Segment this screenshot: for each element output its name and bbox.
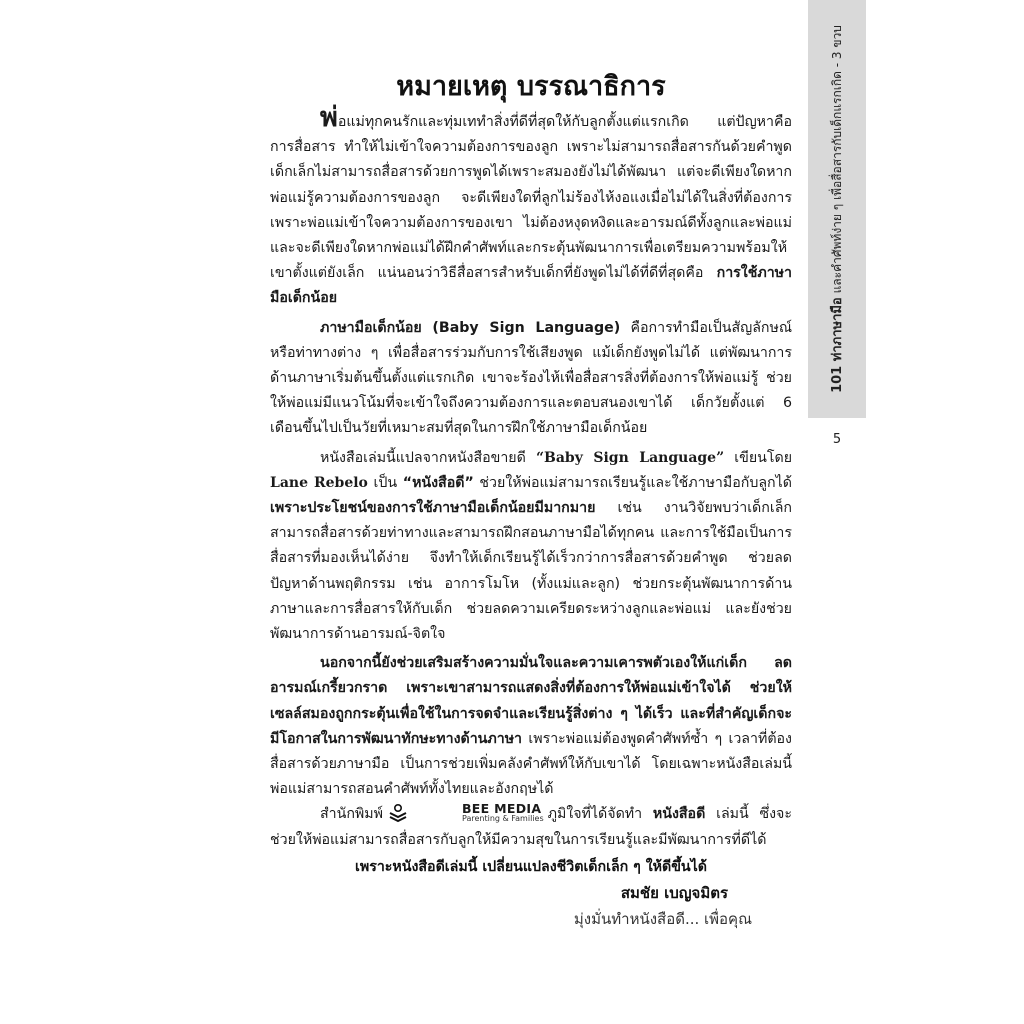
publisher-text-1: สำนักพิมพ์ (320, 806, 383, 823)
dropcap: พ่ (320, 102, 338, 133)
book-title: “Baby Sign Language” (535, 449, 725, 466)
bee-media-logo-icon (387, 803, 409, 825)
book-info-text-1: หนังสือเล่มนี้แปลจากหนังสือขายดี (320, 449, 536, 466)
publisher-good-book: หนังสือดี (652, 806, 706, 823)
closing-statement: เพราะหนังสือดีเล่มนี้ เปลี่ยนแปลงชีวิตเด็กเล็ก ๆ ให้ดีขึ้นได้ (355, 858, 707, 875)
side-tab-text (826, 9, 848, 409)
benefit-emphasis: เพราะประโยชน์ของการใช้ภาษามือเด็กน้อยมีมากมาย (270, 500, 596, 517)
book-info-text-5: เช่น งานวิจัยพบว่าเด็กเล็กสามารถสื่อสารด้วยท่าทางและสามารถฝึกสอนภาษามือได้ทุกคน และการใช้มือเป็นการสื่อสารที่มองเห็นได้ง่าย จึงทำให้เด็กเรียนรู้ได้เร็วกว่าการสื่อสารด้วยคำพูด ช่วยลดปัญหาด้านพฤติกรรม เช่น อาการโมโห (ทั้งแม่และลูก) ช่วยกระตุ้นพัฒนาการด้านภาษาและการสื่อสารให้กับเด็ก ช่วยลดความเครียดระหว่างลูกและพ่อแม่ และยังช่วยพัฒนาการด้านอารมณ์-จิตใจ (270, 500, 792, 643)
book-info-text-3: เป็น (367, 474, 403, 491)
definition-text: คือการทำมือเป็นสัญลักษณ์หรือท่าทางต่าง ๆ เพื่อสื่อสารร่วมกับการใช้เสียงพูด แม้เด็กยังพูดไม่ได้ แต่พัฒนาการด้านภาษาเริ่มต้นขึ้นตั้งแต่แรกเกิด เขาจะร้องไห้เพื่อสื่อสารสิ่งที่ต้องการให้พ่อแม่รู้ ช่วยให้พ่อแม่มีแนวโน้มที่จะเข้าใจถึงความต้องการและตอบสนองเขาได้ เด็กวัยตั้งแต่ 6 เดือนขึ้นไปเป็นวัยที่เหมาะสมที่สุดในการฝึกใช้ภาษามือเด็กน้อย (270, 319, 792, 437)
paragraph-intro (270, 102, 792, 312)
paragraph-definition (270, 316, 792, 442)
publisher-text-2: ภูมิใจที่ได้จัดทำ (547, 806, 653, 823)
benefits-emphasis: นอกจากนี้ยังช่วยเสริมสร้างความมั่นใจและความเคารพตัวเองให้แก่เด็ก ลดอารมณ์เกรี้ยวกราด เพราะเขาสามารถแสดงสิ่งที่ต้องการให้พ่อแม่เข้าใจได้ ช่วยให้เซลล์สมองถูกกระตุ้นเพื่อใช้ในการจดจำและเรียนรู้สิ่งต่าง ๆ ได้เร็ว และที่สำคัญเด็กจะมีโอกาสในการพัฒนาทักษะทางด้านภาษา (270, 655, 792, 747)
paragraph-intro-emphasis: การใช้ภาษามือเด็กน้อย (270, 265, 792, 307)
paragraph-book-info (270, 446, 792, 648)
logo-main-text: BEE MEDIA (461, 801, 542, 817)
book-info-text-4: ช่วยให้พ่อแม่สามารถเรียนรู้และใช้ภาษามือกับลูกได้ (473, 474, 792, 491)
publisher-text-3: เล่มนี้ ซึ่งจะช่วยให้พ่อแม่สามารถสื่อสารกับลูกให้มีความสุขในการเรียนรู้และมีพัฒนาการที่ดีได้ (270, 806, 792, 848)
page-number: 5 (832, 432, 842, 447)
book-author: Lane Rebelo (270, 474, 368, 491)
paragraph-intro-text: อแม่ทุกคนรักและทุ่มเททำสิ่งที่ดีที่สุดให้กับลูกตั้งแต่แรกเกิด แต่ปัญหาคือการสื่อสาร ทำให้ไม่เข้าใจความต้องการของลูก เพราะไม่สามารถสื่อสารกันด้วยคำพูด เด็กเล็กไม่สามารถสื่อสารด้วยการพูดได้เพราะสมองยังไม่ได้พัฒนา แต่จะดีเพียงใดหากพ่อแม่รู้ความต้องการของลูก จะดีเพียงใดที่ลูกไม่ร้องไห้งอแงเมื่อไม่ได้ในสิ่งที่ต้องการ เพราะพ่อแม่เข้าใจความต้องการของเขา ไม่ต้องหงุดหงิดและอารมณ์ดีทั้งลูกและพ่อแม่ และจะดีเพียงใดหากพ่อแม่ได้ฝึกคำศัพท์และกระตุ้นพัฒนาการเพื่อเตรียมความพร้อมให้เขาตั้งแต่ยังเล็ก แน่นอนว่าวิธีสื่อสารสำหรับเด็กที่ยังพูดไม่ได้ที่ดีที่สุดคือ (270, 114, 792, 282)
page-title: หมายเหตุ บรรณาธิการ (396, 71, 666, 102)
editor-note (270, 70, 792, 932)
book-info-text-2: เขียนโดย (724, 449, 793, 466)
paragraph-benefits (270, 651, 792, 802)
paragraph-publisher (270, 802, 792, 852)
side-tab-title: 101 ท่าภาษามือ (830, 297, 845, 393)
bee-media-logo (387, 803, 544, 825)
definition-term: ภาษามือเด็กน้อย (Baby Sign Language) (320, 319, 621, 336)
signature: สมชัย เบญจมิตร (620, 883, 728, 902)
side-tab-subtitle: และคำศัพท์ง่าย ๆ เพื่อสื่อสารกับเด็กแรกเกิด - 3 ขวบ (830, 25, 844, 294)
good-book-label: “หนังสือดี” (402, 474, 474, 491)
logo-sub-text: Parenting & Families (461, 814, 544, 824)
benefits-text: เพราะพ่อแม่ต้องพูดคำศัพท์ซ้ำ ๆ เวลาที่ต้องสื่อสารด้วยภาษามือ เป็นการช่วยเพิ่มคลังคำศัพท์ให้กับเขาได้ โดยเฉพาะหนังสือเล่มนี้พ่อแม่สามารถสอนคำศัพท์ทั้งไทยและอังกฤษได้ (270, 730, 792, 798)
tagline: มุ่งมั่นทำหนังสือดี... เพื่อคุณ (573, 909, 752, 928)
